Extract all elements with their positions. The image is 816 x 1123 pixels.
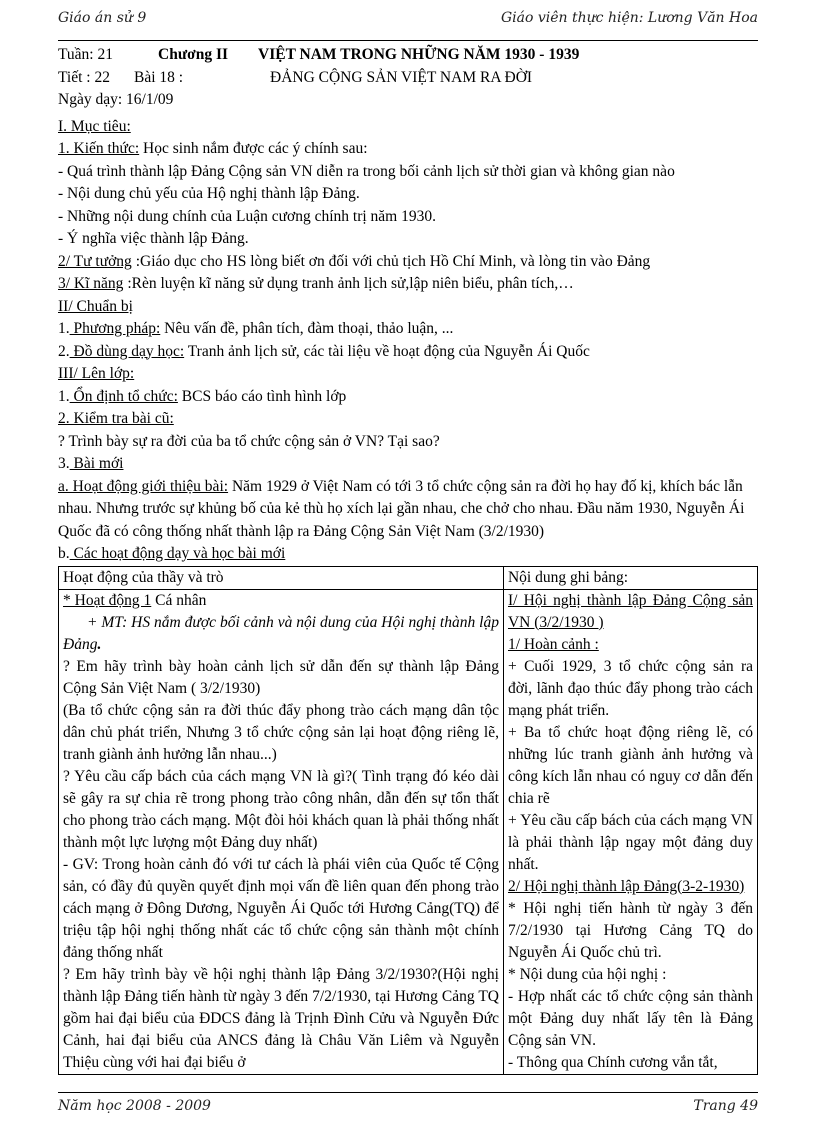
objectives-heading: I. Mục tiêu:	[58, 117, 131, 135]
board-point: + Yêu cầu cấp bách của cách mạng VN là phải thành lập ngay một đảng duy nhất.	[507, 811, 753, 873]
question-2: ? Yêu cầu cấp bách của cách mạng VN là gì?( Tình trạng đó kéo dài sẽ gây ra sự chia rẽ trong phong trào công nhân, dẫn đến sự tổn thất cho phong trào cách mạng. Một đòi hỏi khách quan là phải thống nhất thành một lực lượng một Đảng duy nhất)	[63, 767, 499, 851]
board-content	[503, 589, 757, 1074]
column-header-activities: Hoạt động của thầy và trò	[59, 566, 504, 589]
activity-goal-text: + MT: HS nắm được bối cảnh và nội dung của Hội nghị thành lập Đảng	[63, 613, 499, 653]
method-label: Phương pháp:	[69, 320, 161, 337]
lesson-number: Bài 18 :	[134, 68, 184, 86]
teaching-date: Ngày dạy: 16/1/09	[58, 91, 174, 108]
board-point: + Cuối 1929, 3 tổ chức cộng sản ra đời, lãnh đạo thúc đẩy phong trào cách mạng phát triển.	[507, 657, 753, 719]
step2-question: ? Trình bày sự ra đời của ba tổ chức cộng sản ở VN? Tại sao?	[58, 432, 440, 450]
step1-prefix: 1.	[58, 387, 70, 405]
activity-goal	[63, 612, 499, 656]
knowledge-item: - Nội dung chủ yếu của Hộ nghị thành lập Đảng.	[58, 185, 360, 202]
activity-title	[63, 590, 499, 612]
tools-label: Đồ dùng dạy học:	[69, 342, 185, 360]
lesson-plan	[58, 44, 758, 1075]
footer-year: Năm học 2008 - 2009	[58, 1098, 211, 1114]
period: Tiết : 22	[58, 68, 110, 86]
section-1-title: I/ Hội nghị thành lập Đảng Cộng sản VN (3/2/1930 )	[507, 591, 753, 631]
board-point: - Hợp nhất các tổ chức cộng sản thành một Đảng duy nhất lấy tên là Đảng Cộng sản VN.	[507, 987, 753, 1049]
page-header	[58, 10, 758, 32]
table-row	[59, 589, 758, 1074]
answer-1: (Ba tổ chức cộng sản ra đời thúc đẩy phong trào cách mạng dân tộc dân chủ phát triển, Nhưng 3 tổ chức cộng sản lại hoạt động riêng lẽ, tranh giành ảnh hưởng lẫn nhau...)	[63, 701, 499, 763]
intro-paragraph	[58, 476, 758, 544]
method-prefix: 1.	[58, 320, 70, 337]
knowledge-item: - Những nội dung chính của Luận cương chính trị năm 1930.	[58, 207, 436, 225]
step1-text: BCS báo cáo tình hình lớp	[177, 387, 347, 405]
step2-label: 2. Kiểm tra bài cũ:	[58, 410, 174, 427]
lesson-table	[58, 566, 758, 1075]
thought-text: :Giáo dục cho HS lòng biết ơn đối với chủ tịch Hồ Chí Minh, và lòng tin vào Đảng	[131, 252, 651, 270]
method-text: Nêu vấn đề, phân tích, đàm thoại, thảo luận, ...	[160, 320, 454, 337]
header-divider	[58, 40, 758, 41]
procedure-heading: III/ Lên lớp:	[58, 365, 135, 382]
activities-prefix: b.	[58, 545, 70, 562]
header-subject: Giáo án sử 9	[58, 10, 147, 26]
intro-label: a. Hoạt động giới thiệu bài:	[58, 477, 229, 495]
intro-text: Năm 1929 ở Việt Nam có tới 3 tổ chức cộng sản ra đời họ hay đố kị, khích bác lẫn nhau. Nhưng trước sự khủng bố của kẻ thù họ xích lại gần nhau, che chở cho nhau. Đầu năm 1930, Nguyễn Ái Quốc đã có công thống nhất thành lập ra Đảng Cộng Sản Việt Nam (3/2/1930)	[58, 477, 745, 540]
header-teacher: Giáo viên thực hiện: Lương Văn Hoa	[500, 10, 758, 26]
tools-text: Tranh ảnh lịch sử, các tài liệu về hoạt động của Nguyễn Ái Quốc	[184, 342, 590, 360]
board-point: * Nội dung của hội nghị :	[507, 965, 667, 983]
week: Tuần: 21	[58, 46, 113, 63]
method-line	[58, 318, 758, 341]
teacher-explanation: - GV: Trong hoàn cảnh đó với tư cách là phái viên của Quốc tế Cộng sản, có đầy đủ quyền quyết định mọi vấn đề liên quan đến phong trào cách mạng ở Đông Dương, Nguyễn Ái Quốc tới Hương Cảng(TQ) để triệu tập hội nghị thống nhất các tổ chức cộng sản thành một chính đảng thống nhất	[63, 855, 499, 961]
step1-line	[58, 386, 758, 409]
skill-line	[58, 273, 758, 296]
knowledge-item: - Quá trình thành lập Đảng Cộng sản VN diễn ra trong bối cảnh lịch sử thời gian và không gian nào	[58, 162, 675, 180]
table-header-row	[59, 566, 758, 589]
column-header-content: Nội dung ghi bảng:	[503, 566, 757, 589]
question-1: ? Em hãy trình bày hoàn cảnh lịch sử dẫn đến sự thành lập Đảng Cộng Sản Việt Nam ( 3/2/1930)	[63, 657, 499, 697]
activity-label: * Hoạt động 1	[63, 591, 152, 609]
page-footer	[58, 1098, 758, 1118]
thought-label: 2/ Tư tưởng	[58, 252, 132, 270]
step3-line	[58, 453, 758, 476]
teacher-student-activities	[59, 589, 504, 1074]
activity-goal-end: .	[97, 635, 102, 653]
board-point: - Thông qua Chính cương vắn tắt,	[507, 1053, 718, 1071]
board-point: * Hội nghị tiến hành từ ngày 3 đến 7/2/1930 tại Hương Cảng TQ do Nguyễn Ái Quốc chủ trì.	[507, 899, 753, 961]
preparation-heading: II/ Chuẩn bị	[58, 297, 133, 315]
title-row-2	[58, 67, 758, 90]
step3-label: Bài mới	[69, 455, 124, 472]
step3-prefix: 3.	[58, 455, 70, 472]
footer-page: Trang 49	[693, 1098, 758, 1114]
knowledge-item: - Ý nghĩa việc thành lập Đảng.	[58, 230, 249, 247]
activity-type: Cá nhân	[151, 591, 207, 609]
tools-line	[58, 341, 758, 364]
subsection-conference: 2/ Hội nghị thành lập Đảng(3-2-1930)	[507, 877, 745, 895]
lesson-title: ĐẢNG CỘNG SẢN VIỆT NAM RA ĐỜI	[270, 68, 533, 86]
subsection-context: 1/ Hoàn cảnh :	[507, 635, 599, 653]
skill-text: :Rèn luyện kĩ năng sử dụng tranh ảnh lịch sử,lập niên biểu, phân tích,…	[123, 275, 574, 292]
tools-prefix: 2.	[58, 342, 70, 360]
title-row-1	[58, 44, 758, 67]
activities-line	[58, 543, 758, 566]
knowledge-line	[58, 138, 758, 161]
footer-divider	[58, 1092, 758, 1093]
chapter: Chương II	[158, 46, 229, 63]
skill-label: 3/ Kĩ năng	[58, 275, 124, 292]
activities-label: Các hoạt động dạy và học bài mới	[69, 545, 286, 562]
chapter-title: VIỆT NAM TRONG NHỮNG NĂM 1930 - 1939	[258, 46, 580, 63]
knowledge-text: Học sinh nắm được các ý chính sau:	[139, 140, 368, 157]
board-point: + Ba tổ chức hoạt động riêng lẽ, có những lúc tranh giành ảnh hưởng và công kích lẫn nhau có nguy cơ dẫn đến chia rẽ	[507, 723, 753, 807]
thought-line	[58, 251, 758, 274]
step1-label: Ổn định tổ chức:	[69, 387, 178, 405]
question-3: ? Em hãy trình bày về hội nghị thành lập Đảng 3/2/1930?(Hội nghị thành lập Đảng tiến hành từ ngày 3 đến 7/2/1930, tại Hương Cảng TQ gồm hai đại biểu của ĐDCS đảng là Trịnh Đình Cửu và Nguyễn Đức Cảnh, hai đại biểu của ANCS đảng là Châu Văn Liêm và Nguyễn Thiệu cùng với hai đại biểu ở	[63, 965, 499, 1071]
knowledge-label: 1. Kiến thức:	[58, 140, 140, 157]
